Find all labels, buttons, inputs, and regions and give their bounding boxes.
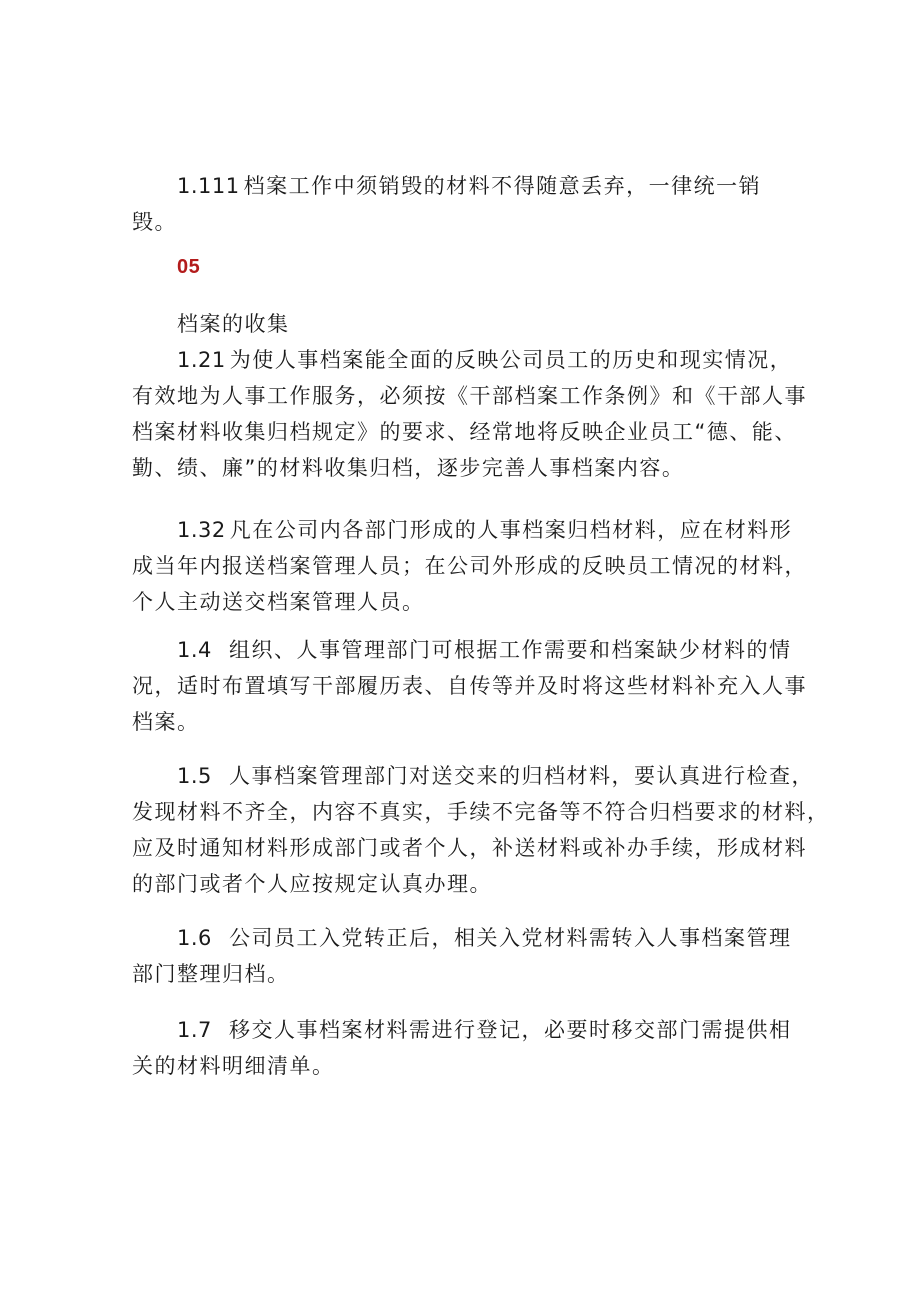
paragraph-text: 应及时通知材料形成部门或者个人，补送材料或补办手续，形成材料 — [132, 836, 807, 860]
paragraph-text: 勤、绩、廉”的材料收集归档，逐步完善人事档案内容。 — [132, 456, 685, 480]
paragraph-text: 部门整理归档。 — [132, 962, 290, 986]
paragraph-text: 档案材料收集归档规定》的要求、经常地将反映企业员工“德、能、 — [132, 420, 797, 444]
paragraph-text: 档案。 — [132, 710, 200, 734]
paragraph-1-21 — [132, 342, 807, 486]
paragraph-text: 发现材料不齐全，内容不真实，手续不完备等不符合归档要求的材料， — [132, 800, 830, 824]
paragraph-1-4 — [132, 632, 807, 740]
paragraph-number: 1.7 — [177, 1018, 212, 1042]
paragraph-text: 人事档案管理部门对送交来的归档材料，要认真进行检查， — [229, 764, 814, 788]
paragraph-1-111 — [132, 168, 792, 240]
paragraph-number: 1.111 — [177, 174, 240, 198]
paragraph-text: 况，适时布置填写干部履历表、自传等并及时将这些材料补充入人事 — [132, 674, 807, 698]
paragraph-text: 成当年内报送档案管理人员；在公司外形成的反映员工情况的材料， — [132, 554, 807, 578]
paragraph-1-5 — [132, 758, 830, 902]
section-title: 档案的收集 — [177, 312, 290, 336]
paragraph-text: 为使人事档案能全面的反映公司员工的历史和现实情况， — [229, 348, 793, 372]
paragraph-text: 关的材料明细清单。 — [132, 1054, 335, 1078]
paragraph-text: 有效地为人事工作服务，必须按《干部档案工作条例》和《干部人事 — [132, 384, 807, 408]
paragraph-text: 公司员工入党转正后，相关入党材料需转入人事档案管理 — [229, 926, 792, 950]
paragraph-text: 移交人事档案材料需进行登记，必要时移交部门需提供相 — [229, 1018, 792, 1042]
paragraph-text: 档案工作中须销毁的材料不得随意丢弃，一律统一销 — [243, 174, 762, 198]
section-number: 05 — [177, 256, 201, 278]
section-title-block — [132, 306, 792, 342]
paragraph-1-6 — [132, 920, 792, 992]
paragraph-text: 的部门或者个人应按规定认真办理。 — [132, 872, 492, 896]
paragraph-1-7 — [132, 1012, 792, 1084]
paragraph-number: 1.32 — [177, 518, 226, 542]
paragraph-1-32 — [132, 512, 807, 620]
paragraph-text: 凡在公司内各部门形成的人事档案归档材料，应在材料形 — [229, 518, 793, 542]
paragraph-number: 1.21 — [177, 348, 226, 372]
paragraph-number: 1.5 — [177, 764, 212, 788]
paragraph-text: 个人主动送交档案管理人员。 — [132, 590, 425, 614]
paragraph-number: 1.4 — [177, 638, 212, 662]
paragraph-text: 毁。 — [132, 210, 177, 234]
paragraph-number: 1.6 — [177, 926, 212, 950]
paragraph-text: 组织、人事管理部门可根据工作需要和档案缺少材料的情 — [229, 638, 792, 662]
